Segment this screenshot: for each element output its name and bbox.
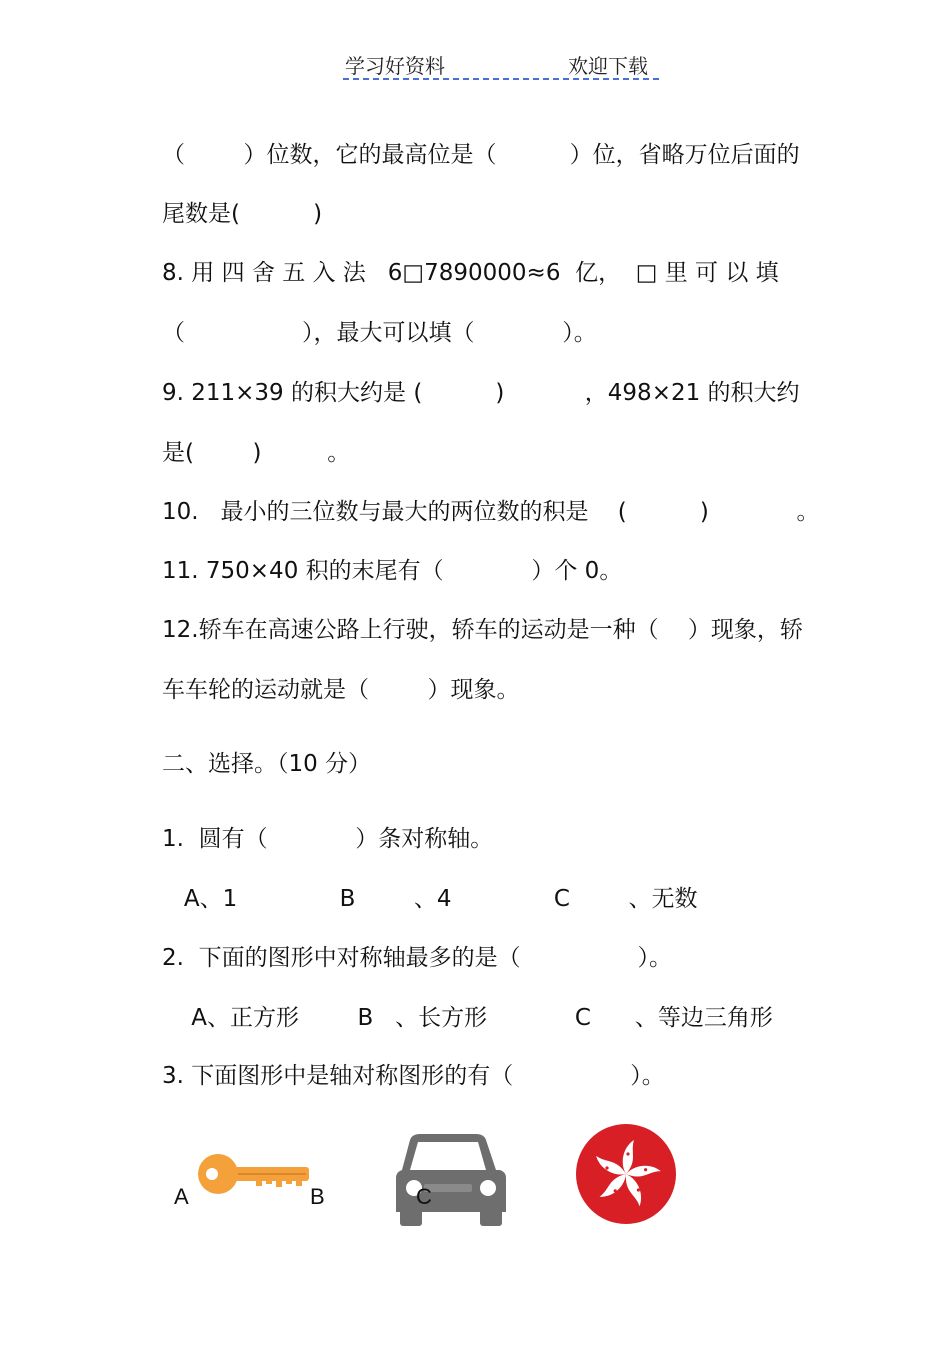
section-2-heading: 二、选择。（10 分） <box>162 751 372 777</box>
question-9-line-1: 9. 211×39 的积大约是 ( ) ，498×21 的积大约 <box>162 380 800 406</box>
choice-question-1-options: A、1 B 、4 C 、无数 <box>162 886 698 912</box>
choice-question-2-options: A、正方形 B 、长方形 C 、等边三角形 <box>162 1005 773 1031</box>
choice-question-2: 2. 下面的图形中对称轴最多的是（ ）。 <box>162 945 673 971</box>
question-7-line-2: 尾数是( ) <box>162 201 323 227</box>
question-7-line-1: （ ）位数，它的最高位是（ ）位，省略万位后面的 <box>162 142 800 168</box>
question-8-line-2: （ ），最大可以填（ ）。 <box>162 320 597 346</box>
figure-label-b: B <box>310 1184 325 1209</box>
choice-question-1: 1. 圆有（ ）条对称轴。 <box>162 826 494 852</box>
figure-label-c: C <box>416 1184 432 1209</box>
page-header <box>343 48 659 80</box>
key-icon <box>196 1142 311 1202</box>
symmetry-figure-row <box>172 1112 692 1242</box>
figure-label-a: A <box>174 1184 189 1209</box>
question-12-line-1: 12.轿车在高速公路上行驶，轿车的运动是一种（ ）现象，轿 <box>162 617 803 643</box>
question-12-line-2: 车车轮的运动就是（ ）现象。 <box>162 677 520 703</box>
question-11: 11. 750×40 积的末尾有（ ）个 0。 <box>162 558 623 584</box>
bauhinia-flag-icon <box>574 1122 678 1226</box>
question-8-line-1: 8. 用 四 舍 五 入 法 6□7890000≈6 亿， □ 里 可 以 填 <box>162 260 779 286</box>
question-9-line-2: 是( ) 。 <box>162 440 351 466</box>
choice-question-3: 3. 下面图形中是轴对称图形的有（ ）。 <box>162 1063 665 1089</box>
header-right-text: 欢迎下载 <box>568 54 648 78</box>
question-10: 10. 最小的三位数与最大的两位数的积是 ( ) 。 <box>162 499 820 525</box>
header-left-text: 学习好资料 <box>345 54 445 78</box>
car-icon <box>388 1132 508 1228</box>
